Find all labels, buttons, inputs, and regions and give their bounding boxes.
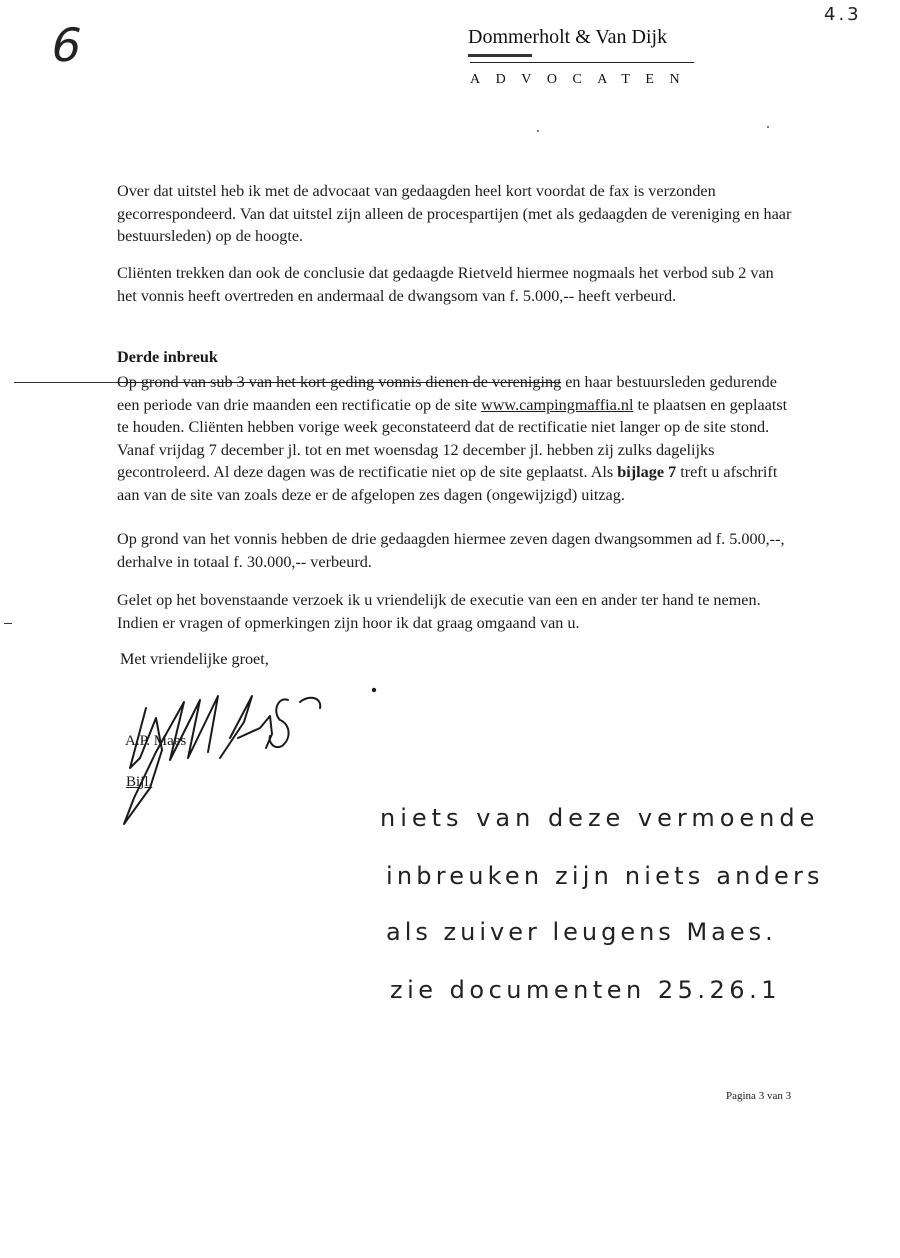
closing-salutation: Met vriendelijke groet,: [120, 650, 269, 668]
strike-through-line: [14, 382, 118, 383]
signature: [110, 678, 390, 838]
firm-subtitle: ADVOCATEN: [470, 72, 696, 87]
struck-text: Op grond van sub 3 van het kort geding vonnis dienen de vereniging: [117, 373, 562, 391]
paragraph-4: Op grond van het vonnis hebben de drie gedaagden hiermee zeven dagen dwangsommen ad f. 5.000,--, derhalve in totaal f. 30.000,-- verbeurd.: [117, 530, 785, 571]
scan-speck: [537, 130, 539, 132]
letterhead-rule: [470, 62, 694, 63]
signer-name: A.P. Maes: [125, 733, 187, 749]
paragraph-5: Gelet op het bovenstaande verzoek ik u vriendelijk de executie van een en ander ter hand te nemen. Indien er vragen of opmerkingen zijn hoor ik dat graag omgaand van u.: [117, 591, 761, 632]
paragraph-3: Op grond van sub 3 van het kort geding vonnis dienen de vereniging en haar bestuursleden gedurende een periode van drie maanden een rectificatie op de site www.campingmaffia.nl te plaatsen en geplaatst te houden. Cliënten hebben vorige week geconstateerd dat de rectificatie niet langer op de site stond. Vanaf vrijdag 7 december jl. tot en met woensdag 12 december jl. hebben zij zulks dagelijks gecontroleerd. Al deze dagen was de rectificatie niet op de site geplaatst. Als bijlage 7 treft u afschrift aan van de site van zoals deze er de afgelopen zes dagen (ongewijzigd) uitzag.: [117, 373, 788, 504]
handwritten-page-number: 6: [46, 18, 88, 72]
handwritten-note-line: niets van deze vermoende: [380, 804, 820, 832]
firm-name: Dommerholt & Van Dijk: [468, 26, 668, 48]
handwritten-note-line: inbreuken zijn niets anders: [386, 862, 824, 890]
section-heading: Derde inbreuk: [117, 348, 218, 366]
enclosure-reference: bijlage 7: [617, 463, 677, 481]
scan-speck: [767, 126, 769, 128]
handwritten-doc-number: 4.3: [824, 4, 862, 25]
margin-mark: [4, 623, 12, 624]
paragraph-2: Cliënten trekken dan ook de conclusie dat gedaagde Rietveld hiermee nogmaals het verbod sub 2 van het vonnis heeft overtreden en andermaal de dwangsom van f. 5.000,-- heeft verbeurd.: [117, 264, 774, 305]
page-footer: Pagina 3 van 3: [726, 1090, 792, 1102]
handwritten-note-line: als zuiver leugens Maes.: [386, 918, 777, 946]
handwritten-note-line: zie documenten 25.26.1: [390, 976, 781, 1004]
firm-logo-bar: [468, 54, 532, 57]
enclosure-label: Bijl.: [126, 774, 153, 790]
paragraph-1: Over dat uitstel heb ik met de advocaat van gedaagden heel kort voordat de fax is verzonden gecorrespondeerd. Van dat uitstel zijn alleen de procespartijen (met als gedaagden de vereniging en haar bestuursleden) op de hoogte.: [117, 182, 792, 245]
website-link[interactable]: www.campingmaffia.nl: [481, 395, 634, 414]
